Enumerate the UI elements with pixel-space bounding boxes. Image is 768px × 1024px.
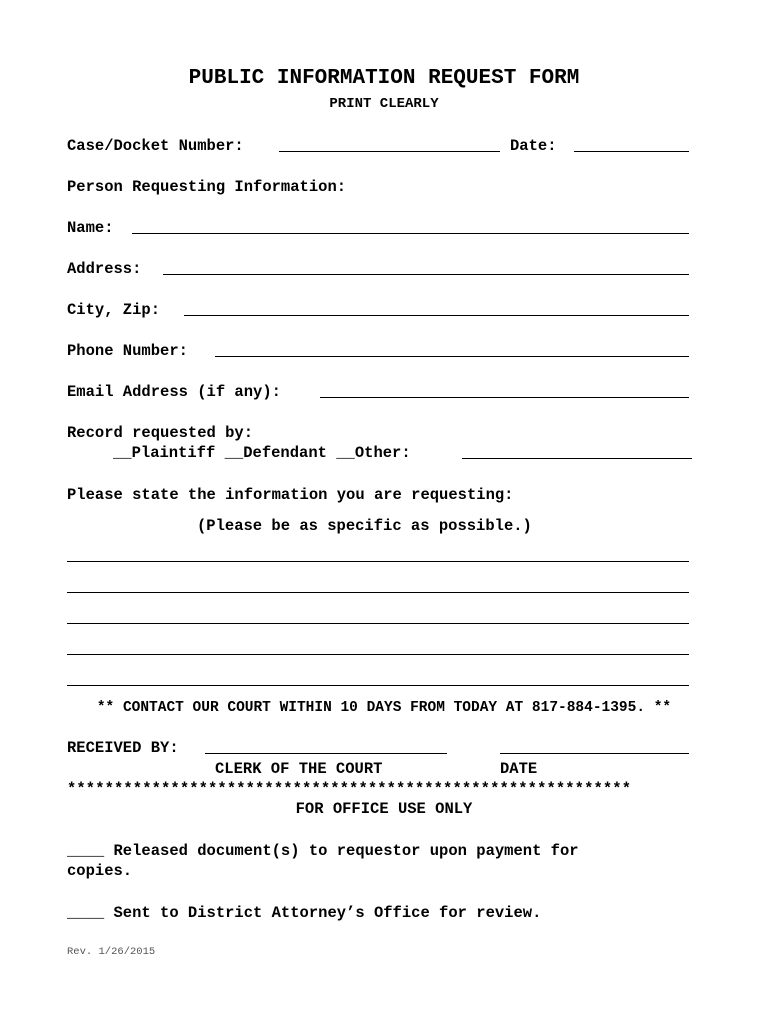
star-separator: ************************************************************	[67, 780, 632, 798]
other-field[interactable]	[462, 458, 692, 459]
info-line[interactable]	[67, 654, 689, 655]
revision-date: Rev. 1/26/2015	[67, 946, 156, 958]
clerk-caption: CLERK OF THE COURT	[215, 760, 383, 778]
info-line[interactable]	[67, 561, 689, 562]
city-zip-field[interactable]	[184, 315, 689, 316]
date-caption: DATE	[500, 760, 538, 778]
name-label: Name:	[67, 219, 114, 237]
record-requested-label: Record requested by:	[67, 424, 254, 442]
address-field[interactable]	[163, 274, 689, 275]
received-by-label: RECEIVED BY:	[67, 739, 179, 757]
info-line[interactable]	[67, 623, 689, 624]
clerk-signature-field[interactable]	[205, 753, 447, 754]
name-field[interactable]	[132, 233, 689, 234]
email-label: Email Address (if any):	[67, 383, 281, 401]
sent-to-da-item: ____ Sent to District Attorney’s Office for review.	[67, 904, 542, 922]
form-title: PUBLIC INFORMATION REQUEST FORM	[188, 67, 580, 90]
address-label: Address:	[67, 260, 142, 278]
info-line[interactable]	[67, 685, 689, 686]
info-hint: (Please be as specific as possible.)	[197, 517, 532, 535]
record-options[interactable]: __Plaintiff __Defendant __Other:	[113, 444, 411, 462]
info-prompt: Please state the information you are requesting:	[67, 486, 514, 504]
contact-notice: ** CONTACT OUR COURT WITHIN 10 DAYS FROM TODAY AT 817-884-1395. **	[96, 700, 672, 716]
case-number-label: Case/Docket Number:	[67, 137, 244, 155]
released-item-line2: copies.	[67, 862, 133, 880]
city-zip-label: City, Zip:	[67, 301, 161, 319]
form-subtitle: PRINT CLEARLY	[329, 96, 439, 112]
date-field[interactable]	[574, 151, 689, 152]
phone-field[interactable]	[215, 356, 689, 357]
date-label: Date:	[510, 137, 557, 155]
email-field[interactable]	[320, 397, 689, 398]
office-use-heading: FOR OFFICE USE ONLY	[295, 800, 473, 818]
phone-label: Phone Number:	[67, 342, 188, 360]
info-line[interactable]	[67, 592, 689, 593]
released-item-line1: ____ Released document(s) to requestor upon payment for	[67, 842, 579, 860]
case-number-field[interactable]	[279, 151, 500, 152]
person-heading: Person Requesting Information:	[67, 178, 347, 196]
received-date-field[interactable]	[500, 753, 689, 754]
